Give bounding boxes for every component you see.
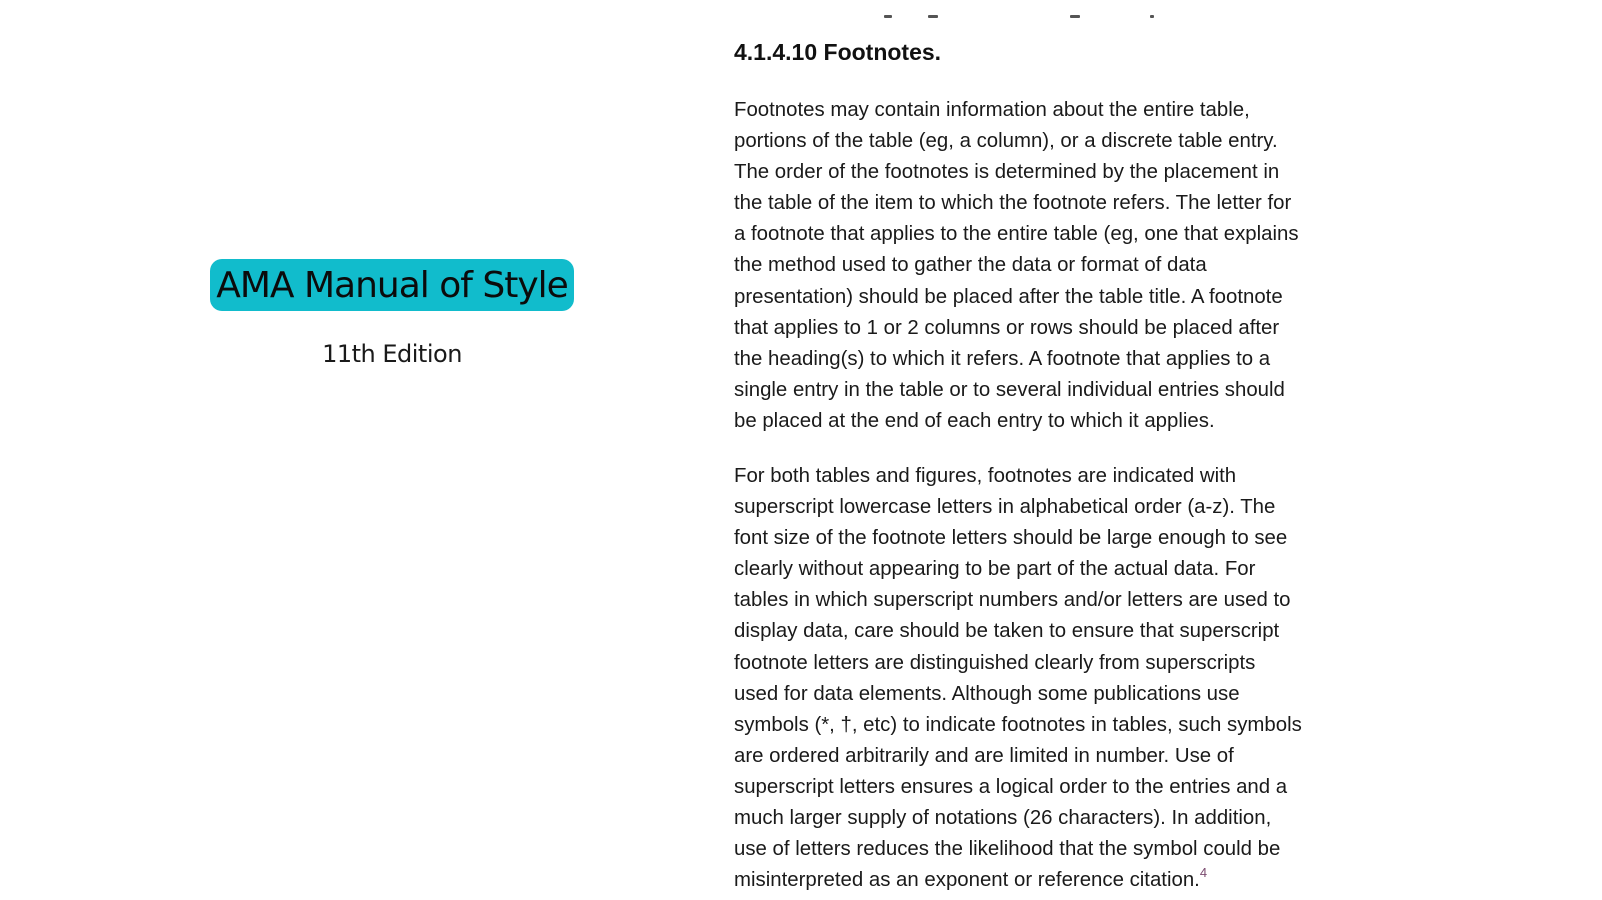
paragraph-line: portions of the table (eg, a column), or a discrete table entry.: [734, 130, 1278, 153]
paragraph-line: For both tables and figures, footnotes are indicated with: [734, 465, 1237, 487]
paragraph-line: the table of the item to which the footnote refers. The letter for: [734, 192, 1292, 215]
paragraph-line: use of letters reduces the likelihood that the symbol could be: [734, 838, 1281, 861]
cover-panel: [0, 0, 780, 900]
paragraph-line: the method used to gather the data or format of data: [734, 254, 1207, 277]
paragraph-line: clearly without appearing to be part of the actual data. For: [734, 558, 1256, 581]
title-badge: [210, 259, 574, 311]
last-line-text: misinterpreted as an exponent or reference citation.: [734, 869, 1200, 892]
paragraph-line: display data, care should be taken to ensure that superscript: [734, 620, 1280, 643]
edition-label: 11th Edition: [322, 340, 462, 368]
cropped-previous-line: [884, 8, 1184, 20]
paragraph-line: tables in which superscript numbers and/or letters are used to: [734, 589, 1291, 612]
reference-citation-link[interactable]: 4: [1199, 865, 1208, 881]
paragraph-line: the heading(s) to which it refers. A footnote that applies to a: [734, 347, 1271, 370]
paragraph-line: used for data elements. Although some publications use: [734, 682, 1240, 705]
document-page: [734, 0, 1354, 900]
paragraph-line: superscript lowercase letters in alphabetical order (a-z). The: [734, 496, 1276, 519]
paragraph-line: The order of the footnotes is determined by the placement in: [734, 161, 1280, 184]
paragraph-line: Footnotes may contain information about the entire table,: [734, 99, 1250, 121]
paragraph-line: are ordered arbitrarily and are limited in number. Use of: [734, 744, 1234, 767]
paragraph-line: superscript letters ensures a logical order to the entries and a: [734, 775, 1288, 798]
book-title: AMA Manual of Style: [216, 264, 568, 306]
paragraph-line: single entry in the table or to several individual entries should: [734, 378, 1285, 401]
paragraph-line: be placed at the end of each entry to which it applies.: [734, 409, 1215, 432]
paragraph-line: symbols (*, †, etc) to indicate footnotes in tables, such symbols: [734, 713, 1302, 736]
paragraph-line: a footnote that applies to the entire table (eg, one that explains: [734, 223, 1299, 246]
paragraph-2: [734, 461, 1354, 896]
last-paragraph-line: [734, 865, 1354, 896]
section-heading: 4.1.4.10 Footnotes.: [734, 39, 942, 65]
paragraph-1: [734, 95, 1354, 437]
paragraph-line: much larger supply of notations (26 characters). In addition,: [734, 807, 1272, 830]
paragraph-line: that applies to 1 or 2 columns or rows should be placed after: [734, 316, 1280, 339]
paragraph-line: footnote letters are distinguished clearly from superscripts: [734, 651, 1256, 674]
paragraph-line: font size of the footnote letters should be large enough to see: [734, 527, 1288, 550]
paragraph-line: presentation) should be placed after the table title. A footnote: [734, 285, 1283, 308]
